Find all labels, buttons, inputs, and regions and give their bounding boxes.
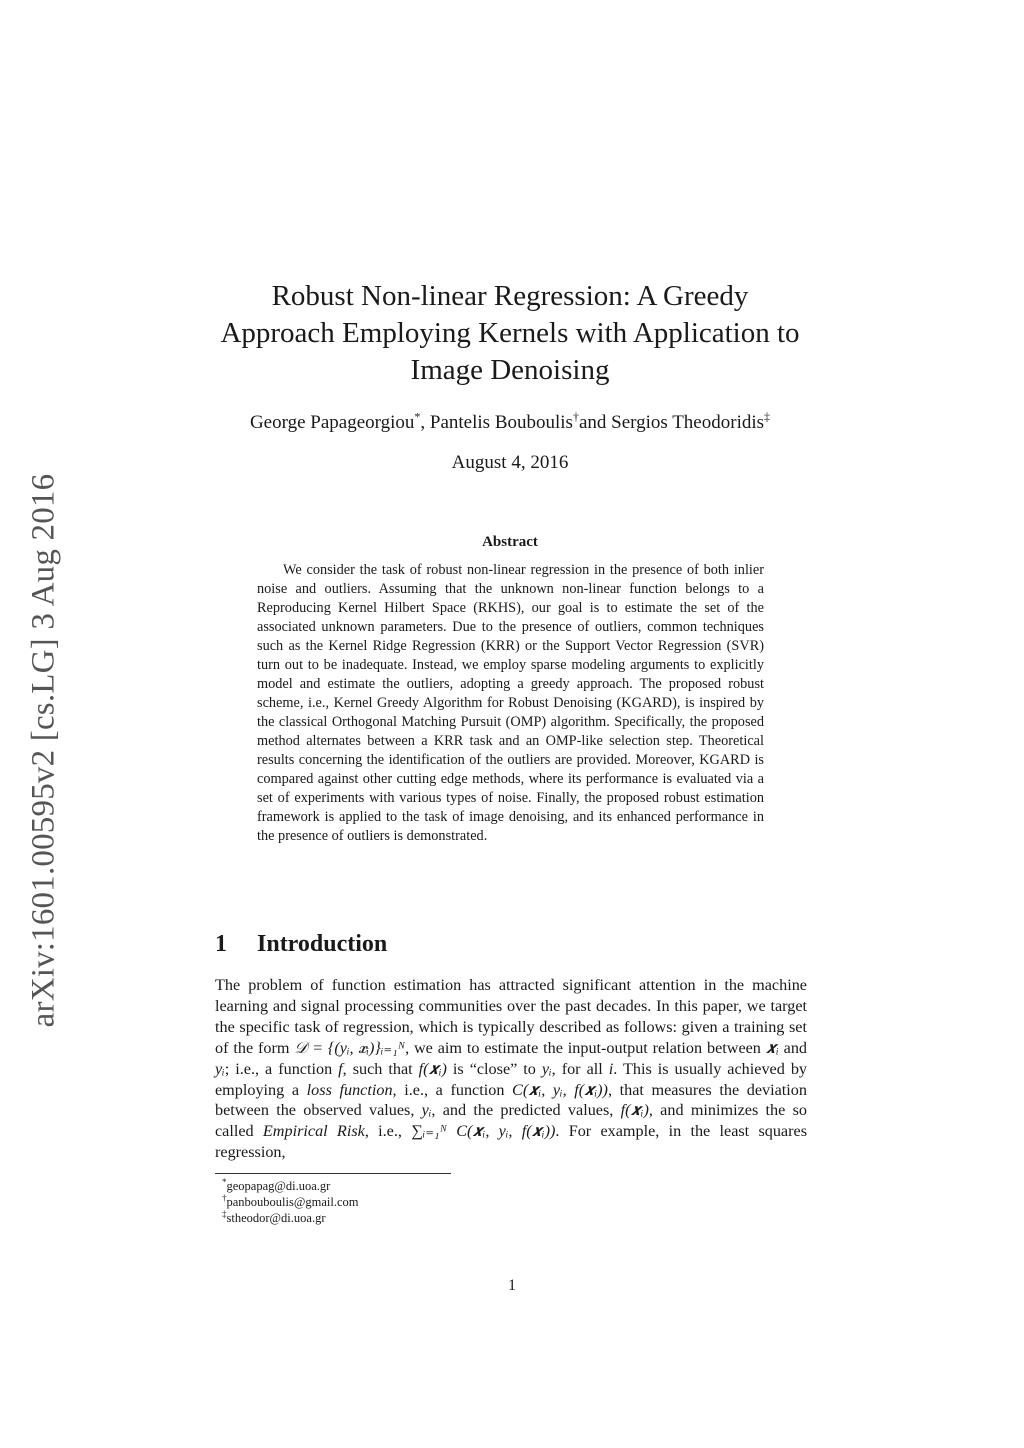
- author-name: Pantelis Bouboulis: [429, 412, 573, 433]
- author-list: [140, 410, 880, 436]
- body-text: The problem of function estimation has attracted significant attention in the machine learning and signal processing communities over the past decades. In this paper, we target the specific task of regression, which is typically described as follows: given a training set of the form: [215, 976, 807, 1057]
- footnote-marker: *: [222, 1176, 227, 1187]
- emphasized-term: loss function: [306, 1080, 393, 1099]
- body-text: and: [778, 1038, 808, 1057]
- math-expression: C(𝒙ᵢ, yᵢ, f(𝒙ᵢ)): [512, 1080, 608, 1099]
- body-text: , and minimizes the so called: [215, 1101, 807, 1141]
- math-expression: yᵢ: [215, 1059, 225, 1078]
- math-expression: 𝒙ᵢ: [765, 1038, 779, 1057]
- author-name: George Papageorgiou: [249, 412, 415, 433]
- footnote-email: stheodor@di.uoa.gr: [226, 1211, 326, 1225]
- math-expression: yᵢ: [541, 1059, 552, 1078]
- section-number: 1: [215, 931, 227, 957]
- body-text: , for all: [551, 1059, 609, 1078]
- body-text: , that measures the deviation between the observed values,: [215, 1080, 807, 1120]
- math-expression: i: [608, 1059, 614, 1078]
- footnote-item: [222, 1178, 722, 1194]
- body-text: , we aim to estimate the input-output relation between: [405, 1038, 766, 1057]
- intro-paragraph: [215, 975, 807, 1163]
- footnote-item: [222, 1194, 722, 1210]
- author-name: Sergios Theodoridis: [611, 412, 765, 433]
- abstract-text: We consider the task of robust non-linear regression in the presence of both inlier noise and outliers. Assuming that the unknown non-linear function belongs to a Reproducing Kernel Hilbert Space (RKHS), our goal is to estimate the set of the associated unknown parameters. Due to the presence of outliers, common techniques such as the Kernel Ridge Regression (KRR) or the Support Vector Regression (SVR) turn out to be inadequate. Instead, we employ sparse modeling arguments to explicitly model and estimate the outliers, adopting a greedy approach. The proposed robust scheme, i.e., Kernel Greedy Algorithm for Robust Denoising (KGARD), is inspired by the classical Orthogonal Matching Pursuit (OMP) algorithm. Specifically, the proposed method alternates between a KRR task and an OMP-like selection step. Theoretical results concerning the identification of the outliers are provided. Moreover, KGARD is compared against other cutting edge methods, where its performance is evaluated via a set of experiments with various types of noise. Finally, the proposed robust estimation framework is applied to the task of image denoising, and its enhanced performance in the presence of outliers is demonstrated.: [257, 562, 764, 844]
- footnote-email: panbouboulis@gmail.com: [226, 1195, 359, 1209]
- body-text: ; i.e., a function: [224, 1059, 339, 1078]
- author-separator: ,: [420, 412, 430, 433]
- title-line: Robust Non-linear Regression: A Greedy: [271, 280, 749, 312]
- math-expression: f: [338, 1059, 343, 1078]
- math-expression: f(𝒙ᵢ): [418, 1059, 447, 1078]
- publication-date: August 4, 2016: [451, 452, 569, 473]
- abstract-heading: Abstract: [482, 534, 538, 550]
- math-expression: ∑ᵢ₌₁ᴺ C(𝒙ᵢ, yᵢ, f(𝒙ᵢ)): [411, 1122, 556, 1141]
- footnote-marker: †: [222, 1192, 227, 1203]
- body-text: . For example, in the least squares regression,: [215, 1122, 807, 1162]
- arxiv-identifier-text: arXiv:1601.00595v2 [cs.LG] 3 Aug 2016: [25, 473, 62, 1027]
- title-line: Approach Employing Kernels with Application to: [220, 317, 800, 349]
- title-line: Image Denoising: [410, 354, 610, 386]
- footnote-divider: [215, 1173, 451, 1174]
- section-heading: [215, 931, 815, 958]
- body-text: is “close” to: [446, 1059, 542, 1078]
- body-text: . This is usually achieved by employing a: [215, 1059, 808, 1099]
- footnote-marker: ‡: [222, 1208, 227, 1219]
- body-text: , and the predicted values,: [431, 1101, 621, 1120]
- author-separator: and: [578, 412, 612, 433]
- math-expression: 𝒟 = {(yᵢ, 𝒙ᵢ)}ᵢ₌₁ᴺ: [294, 1038, 406, 1057]
- footnotes: [222, 1178, 722, 1226]
- body-text: , i.e., a function: [392, 1080, 513, 1099]
- footnote-marker: *: [414, 409, 421, 424]
- arxiv-identifier: [22, 455, 66, 1045]
- footnote-item: [222, 1210, 722, 1226]
- footnote-marker: ‡: [764, 409, 771, 424]
- footnote-marker: †: [572, 409, 579, 424]
- math-expression: f(𝒙ᵢ): [620, 1101, 649, 1120]
- body-text: , i.e.,: [364, 1122, 412, 1141]
- body-text: , such that: [342, 1059, 419, 1078]
- paper-title: [200, 278, 820, 389]
- page-number: 1: [508, 1277, 516, 1294]
- math-expression: yᵢ: [421, 1101, 432, 1120]
- section-title: Introduction: [257, 931, 388, 957]
- emphasized-term: Empirical Risk: [262, 1122, 365, 1141]
- footnote-email: geopapag@di.uoa.gr: [226, 1179, 331, 1193]
